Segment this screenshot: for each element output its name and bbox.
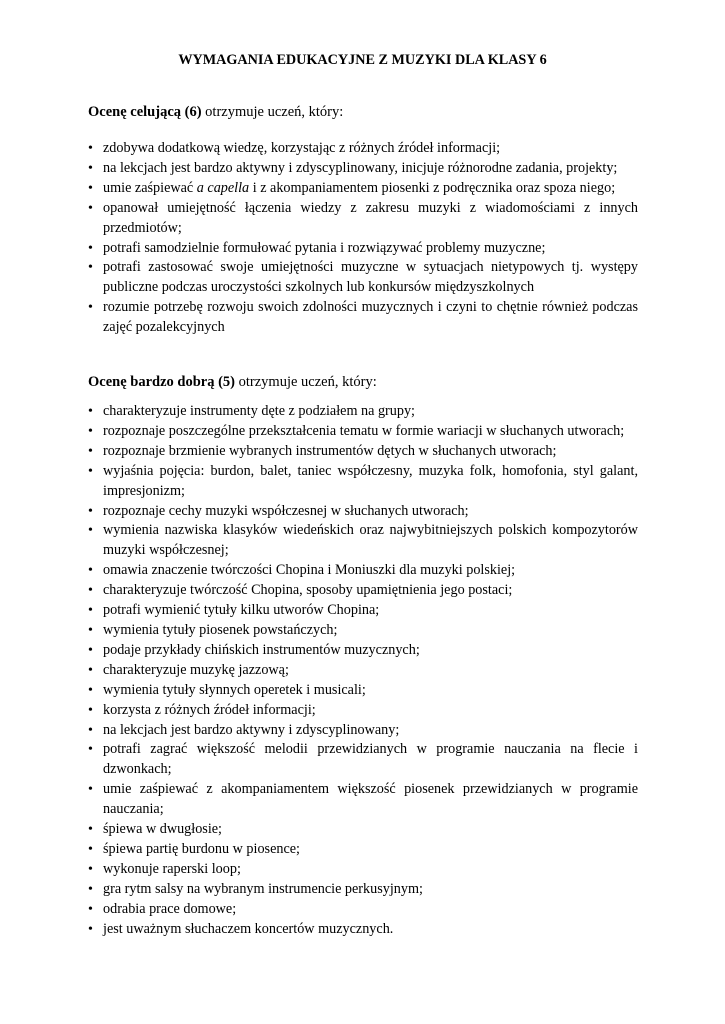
requirement-item <box>0 601 638 621</box>
requirement-text: potrafi samodzielnie formułować pytania i rozwiązywać problemy muzyczne; <box>103 239 546 256</box>
bullet-icon: • <box>88 404 93 419</box>
requirement-item <box>0 239 638 259</box>
requirement-item <box>0 561 638 581</box>
requirement-text: umie zaśpiewać <box>103 179 197 196</box>
requirement-text: wykonuje raperski loop; <box>103 860 241 877</box>
requirement-text: zdobywa dodatkową wiedzę, korzystając z różnych źródeł informacji; <box>103 140 501 156</box>
bullet-icon: • <box>88 141 93 156</box>
requirement-text: na lekcjach jest bardzo aktywny i zdyscyplinowany; <box>103 721 400 738</box>
requirement-item <box>0 681 638 701</box>
requirement-item <box>0 721 638 741</box>
bullet-icon: • <box>88 861 93 877</box>
requirement-text: gra rytm salsy na wybranym instrumencie perkusyjnym; <box>103 880 423 897</box>
requirement-item <box>0 701 638 721</box>
requirement-text: potrafi zastosować swoje umiejętności muzyczne w sytuacjach nietypowych tj. występy publiczne podczas uroczystości szkolnych lub konkursów międzyszkolnych <box>103 259 638 296</box>
requirement-item <box>0 880 638 900</box>
requirement-item <box>0 422 638 442</box>
bullet-icon: • <box>88 642 93 658</box>
bullet-icon: • <box>88 921 93 937</box>
requirement-item <box>0 402 638 422</box>
bullet-icon: • <box>88 160 93 176</box>
bullet-icon: • <box>88 702 93 718</box>
bullet-icon: • <box>88 463 93 479</box>
requirement-text: wymienia nazwiska klasyków wiedeńskich oraz najwybitniejszych polskich kompozytorów muzyki współczesnej; <box>103 522 638 559</box>
requirement-text: jest uważnym słuchaczem koncertów muzycznych. <box>103 920 394 937</box>
requirement-item <box>0 840 638 860</box>
requirement-text: wyjaśnia pojęcia: burdon, balet, taniec współczesny, muzyka folk, homofonia, styl galant, impresjonizm; <box>103 462 638 499</box>
requirement-text: rozpoznaje poszczególne przekształcenia tematu w formie wariacji w słuchanych utworach; <box>103 422 625 439</box>
section-intro: otrzymuje uczeń, który: <box>235 374 377 390</box>
bullet-icon: • <box>88 523 93 539</box>
bullet-icon: • <box>88 662 93 678</box>
bullet-icon: • <box>88 563 93 579</box>
requirement-text: charakteryzuje twórczość Chopina, sposoby upamiętnienia jego postaci; <box>103 582 513 599</box>
document-title: WYMAGANIA EDUKACYJNE Z MUZYKI DLA KLASY 6 <box>178 52 547 68</box>
requirement-item <box>0 780 638 820</box>
requirement-text: charakteryzuje muzykę jazzową; <box>103 661 289 678</box>
requirement-text: omawia znaczenie twórczości Chopina i Moniuszki dla muzyki polskiej; <box>103 562 516 579</box>
requirement-item <box>0 740 638 780</box>
requirement-item <box>0 521 638 561</box>
requirement-item <box>0 179 638 199</box>
bullet-icon: • <box>88 180 93 196</box>
section-heading-grade-5 <box>88 372 377 392</box>
requirement-item <box>0 462 638 502</box>
requirement-text: wymienia tytuły piosenek powstańczych; <box>103 621 338 638</box>
bullet-icon: • <box>88 503 93 519</box>
requirement-text: charakteryzuje instrumenty dęte z podziałem na grupy; <box>103 403 416 419</box>
requirement-text-italic: a capella <box>196 179 250 196</box>
requirement-item <box>0 139 638 159</box>
bullet-icon: • <box>88 742 93 758</box>
bullet-icon: • <box>88 423 93 439</box>
bullet-icon: • <box>88 901 93 917</box>
requirement-text: podaje przykłady chińskich instrumentów muzycznych; <box>103 641 420 658</box>
requirement-text: potrafi wymienić tytuły kilku utworów Chopina; <box>103 602 380 619</box>
requirement-text: odrabia prace domowe; <box>103 900 237 917</box>
requirement-text: rozpoznaje cechy muzyki współczesnej w słuchanych utworach; <box>103 502 469 519</box>
requirement-item <box>0 298 638 338</box>
requirement-item <box>0 900 638 920</box>
bullet-icon: • <box>88 841 93 857</box>
requirement-item <box>0 641 638 661</box>
section-intro: otrzymuje uczeń, który: <box>201 104 344 120</box>
requirement-text: rozumie potrzebę rozwoju swoich zdolności muzycznych i czyni to chętnie również podczas zajęć pozalekcyjnych <box>103 299 638 336</box>
requirement-text: korzysta z różnych źródeł informacji; <box>103 701 316 718</box>
requirement-item <box>0 920 638 940</box>
bullet-icon: • <box>88 583 93 599</box>
bullet-icon: • <box>88 881 93 897</box>
requirement-text: rozpoznaje brzmienie wybranych instrumentów dętych w słuchanych utworach; <box>103 442 557 459</box>
bullet-icon: • <box>88 260 93 276</box>
grade-label: Ocenę bardzo dobrą (5) <box>88 374 235 390</box>
bullet-icon: • <box>88 240 93 256</box>
requirement-text: i z akompaniamentem piosenki z podręcznika oraz spoza niego; <box>249 179 616 196</box>
requirements-list-grade-5 <box>0 402 725 939</box>
requirements-list-grade-6 <box>0 139 725 338</box>
requirement-text: śpiewa partię burdonu w piosence; <box>103 840 300 857</box>
bullet-icon: • <box>88 443 93 459</box>
requirement-item <box>0 258 638 298</box>
requirement-text: śpiewa w dwugłosie; <box>103 821 223 838</box>
requirement-text: opanował umiejętność łączenia wiedzy z zakresu muzyki z wiadomościami z innych przedmiotów; <box>103 199 638 236</box>
requirement-item <box>0 442 638 462</box>
requirement-text: na lekcjach jest bardzo aktywny i zdyscyplinowany, inicjuje różnorodne zadania, projekty; <box>103 159 618 176</box>
grade-label: Ocenę celującą (6) <box>88 104 202 120</box>
bullet-icon: • <box>88 722 93 738</box>
bullet-icon: • <box>88 622 93 638</box>
bullet-icon: • <box>88 200 93 216</box>
requirement-text: umie zaśpiewać z akompaniamentem większość piosenek przewidzianych w programie nauczania; <box>103 781 638 818</box>
section-heading-grade-6 <box>88 102 343 122</box>
requirement-item <box>0 860 638 880</box>
requirement-item <box>0 199 638 239</box>
bullet-icon: • <box>88 822 93 838</box>
bullet-icon: • <box>88 603 93 619</box>
requirement-item <box>0 159 638 179</box>
requirement-text: potrafi zagrać większość melodii przewidzianych w programie nauczania na flecie i dzwonkach; <box>103 741 638 778</box>
requirement-item <box>0 661 638 681</box>
bullet-icon: • <box>88 682 93 698</box>
bullet-icon: • <box>88 300 93 316</box>
requirement-item <box>0 820 638 840</box>
bullet-icon: • <box>88 782 93 798</box>
requirement-item <box>0 581 638 601</box>
requirement-item <box>0 621 638 641</box>
requirement-item <box>0 502 638 522</box>
requirement-text: wymienia tytuły słynnych operetek i musicali; <box>103 681 366 698</box>
